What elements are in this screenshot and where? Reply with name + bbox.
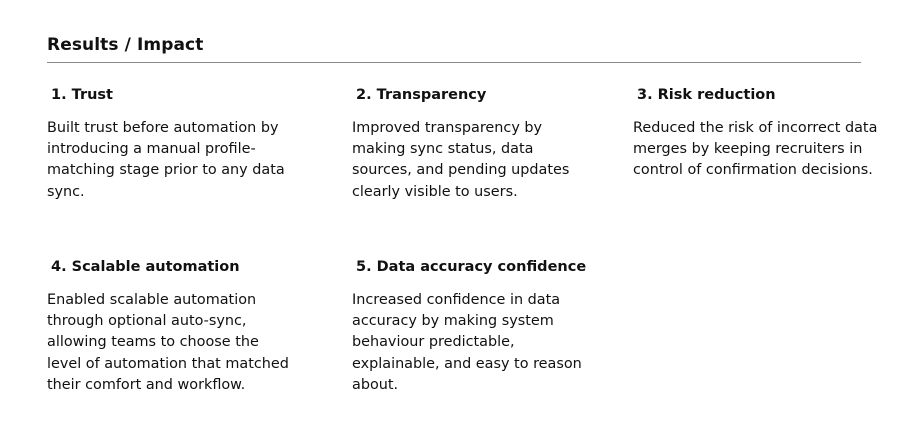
result-heading: 2. Transparency (356, 87, 487, 103)
result-description: Built trust before automation by introducing a manual profile-matching stage prior to any data sync. (47, 120, 285, 200)
result-description: Increased confidence in data accuracy by making system behaviour predictable, explainable, and easy to reason about. (352, 292, 582, 393)
result-card-risk-reduction (633, 86, 883, 182)
result-heading: 5. Data accuracy confidence (356, 259, 587, 275)
result-card-trust (47, 86, 297, 203)
title-divider (47, 62, 861, 63)
result-description: Improved transparency by making sync status, data sources, and pending updates clearly visible to users. (352, 120, 570, 200)
result-card-scalable-automation (47, 258, 297, 396)
result-card-data-accuracy-confidence (352, 258, 602, 396)
result-description: Reduced the risk of incorrect data merges by keeping recruiters in control of confirmation decisions. (633, 120, 878, 179)
result-heading: 4. Scalable automation (51, 259, 240, 275)
result-description: Enabled scalable automation through optional auto-sync, allowing teams to choose the level of automation that matched their comfort and workflow. (47, 292, 289, 393)
result-heading: 3. Risk reduction (637, 87, 776, 103)
result-heading: 1. Trust (51, 87, 113, 103)
section-title: Results / Impact (47, 35, 204, 56)
result-card-transparency (352, 86, 602, 203)
